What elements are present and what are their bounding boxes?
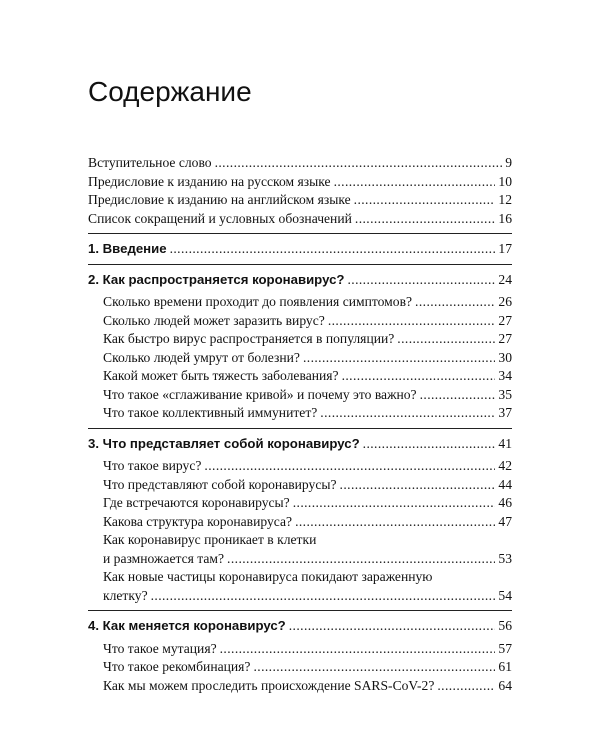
toc-entry[interactable] (103, 293, 512, 312)
dot-leader (295, 513, 495, 532)
toc-entry-label: Что такое мутация? (103, 640, 217, 656)
section-divider (88, 610, 512, 611)
chapter-label: 1. Введение (88, 241, 167, 256)
toc-entry-page: 12 (498, 192, 512, 207)
toc-entry-page: 9 (505, 155, 512, 170)
toc-entry[interactable] (103, 494, 512, 513)
toc-entry-page: 34 (498, 368, 512, 383)
toc-entry-page: 16 (498, 210, 512, 226)
toc-entry[interactable] (103, 330, 512, 349)
toc-entry-page: 27 (498, 331, 512, 346)
toc-entry-page: 26 (498, 294, 512, 309)
dot-leader (397, 330, 495, 349)
dot-leader (320, 404, 495, 423)
dot-leader (420, 386, 496, 405)
dot-leader (355, 210, 496, 229)
toc-entry-label: Что такое вирус? (103, 458, 202, 473)
toc-entry-page: 57 (498, 640, 512, 656)
toc-entry-label: Предисловие к изданию на русском языке (88, 173, 331, 189)
toc-entry-label: Какой может быть тяжесть заболевания? (103, 368, 339, 383)
toc-entry-page: 61 (498, 659, 512, 674)
dot-leader (293, 494, 496, 513)
toc-entry-label: Сколько времени проходит до появления симптомов? (103, 294, 413, 309)
toc-entry[interactable] (103, 386, 512, 405)
chapter-page: 56 (498, 618, 512, 633)
toc-entry-multiline[interactable] (88, 531, 512, 568)
chapter-page: 24 (498, 271, 512, 287)
toc-entry[interactable] (103, 658, 512, 677)
chapter-page: 17 (498, 241, 512, 256)
toc-chapter-1[interactable] (88, 240, 512, 259)
dot-leader (253, 658, 495, 677)
toc-entry-label: Вступительное слово (88, 155, 212, 170)
toc-entry-page: 54 (498, 587, 512, 603)
toc-chapter-3[interactable] (88, 435, 512, 454)
toc-entry[interactable] (103, 513, 512, 532)
toc-entry-label: Какова структура коронавируса? (103, 513, 293, 529)
toc-entry-label: Сколько людей может заразить вирус? (103, 312, 325, 328)
toc-entry-preface-english[interactable] (88, 191, 512, 210)
toc-entry-label: Что такое «сглаживание кривой» и почему это важно? (103, 386, 417, 402)
toc-entry-label: Как быстро вирус распространяется в популяции? (103, 331, 395, 346)
page-title: Содержание (88, 76, 252, 107)
dot-leader (204, 457, 495, 476)
dot-leader (220, 640, 496, 659)
toc-entry-page: 27 (498, 312, 512, 328)
toc-entry-label: Где встречаются коронавирусы? (103, 495, 290, 510)
dot-leader (328, 312, 496, 331)
toc-entry-label: Как мы можем проследить происхождение SARS-CoV-2? (103, 677, 435, 693)
toc-entry-page: 37 (498, 405, 512, 420)
toc-entry-page: 44 (498, 476, 512, 492)
dot-leader (289, 617, 496, 636)
toc-entry-label: Что такое коллективный иммунитет? (103, 405, 318, 420)
toc-entry-label-line1: Как новые частицы коронавируса покидают зараженную (103, 569, 433, 584)
toc-entry-label-line1: Как коронавирус проникает в клетки (103, 532, 317, 547)
toc-entry-page: 53 (498, 550, 512, 566)
dot-leader (303, 349, 495, 368)
dot-leader (354, 191, 496, 210)
chapter-page: 41 (498, 435, 512, 451)
dot-leader (334, 173, 496, 192)
toc-entry-foreword[interactable] (88, 154, 512, 173)
dot-leader (151, 587, 496, 606)
chapter-label: 2. Как распространяется коронавирус? (88, 271, 345, 287)
toc-entry[interactable] (103, 457, 512, 476)
dot-leader (227, 550, 495, 569)
toc-entry-page: 10 (498, 173, 512, 189)
toc-entry[interactable] (103, 404, 512, 423)
toc-entry-page: 35 (498, 386, 512, 402)
dot-leader (215, 154, 503, 173)
dot-leader (340, 476, 496, 495)
toc-entry-label-line2: и размножается там? (103, 550, 225, 566)
toc-entry[interactable] (103, 640, 512, 659)
toc-entry-label: Что представляют собой коронавирусы? (103, 476, 337, 492)
toc-entry-page: 30 (498, 349, 512, 365)
section-divider (88, 428, 512, 429)
toc-entry[interactable] (103, 349, 512, 368)
toc-entry-abbreviations[interactable] (88, 210, 512, 229)
toc-entry-label: Предисловие к изданию на английском языке (88, 192, 351, 207)
toc-entry[interactable] (103, 312, 512, 331)
dot-leader (437, 677, 495, 696)
dot-leader (363, 435, 496, 454)
dot-leader (342, 367, 496, 386)
toc-entry-page: 64 (498, 677, 512, 693)
toc-entry-preface-russian[interactable] (88, 173, 512, 192)
dot-leader (347, 271, 495, 290)
toc-chapter-4[interactable] (88, 617, 512, 636)
section-divider (88, 233, 512, 234)
section-divider (88, 264, 512, 265)
toc-chapter-2[interactable] (88, 271, 512, 290)
toc-entry-page: 42 (498, 458, 512, 473)
dot-leader (415, 293, 495, 312)
dot-leader (170, 240, 496, 259)
toc-entry-page: 47 (498, 513, 512, 529)
toc-entry[interactable] (103, 476, 512, 495)
toc-entry-page: 46 (498, 495, 512, 510)
chapter-label: 4. Как меняется коронавирус? (88, 618, 286, 633)
toc-entry[interactable] (103, 367, 512, 386)
toc-entry-multiline[interactable] (88, 568, 512, 605)
toc-entry[interactable] (103, 677, 512, 696)
toc-entry-label: Сколько людей умрут от болезни? (103, 349, 300, 365)
toc-entry-label: Список сокращений и условных обозначений (88, 210, 352, 226)
chapter-label: 3. Что представляет собой коронавирус? (88, 435, 360, 451)
toc-entry-label-line2: клетку? (103, 587, 148, 603)
toc-entry-label: Что такое рекомбинация? (103, 659, 251, 674)
table-of-contents (88, 154, 512, 695)
